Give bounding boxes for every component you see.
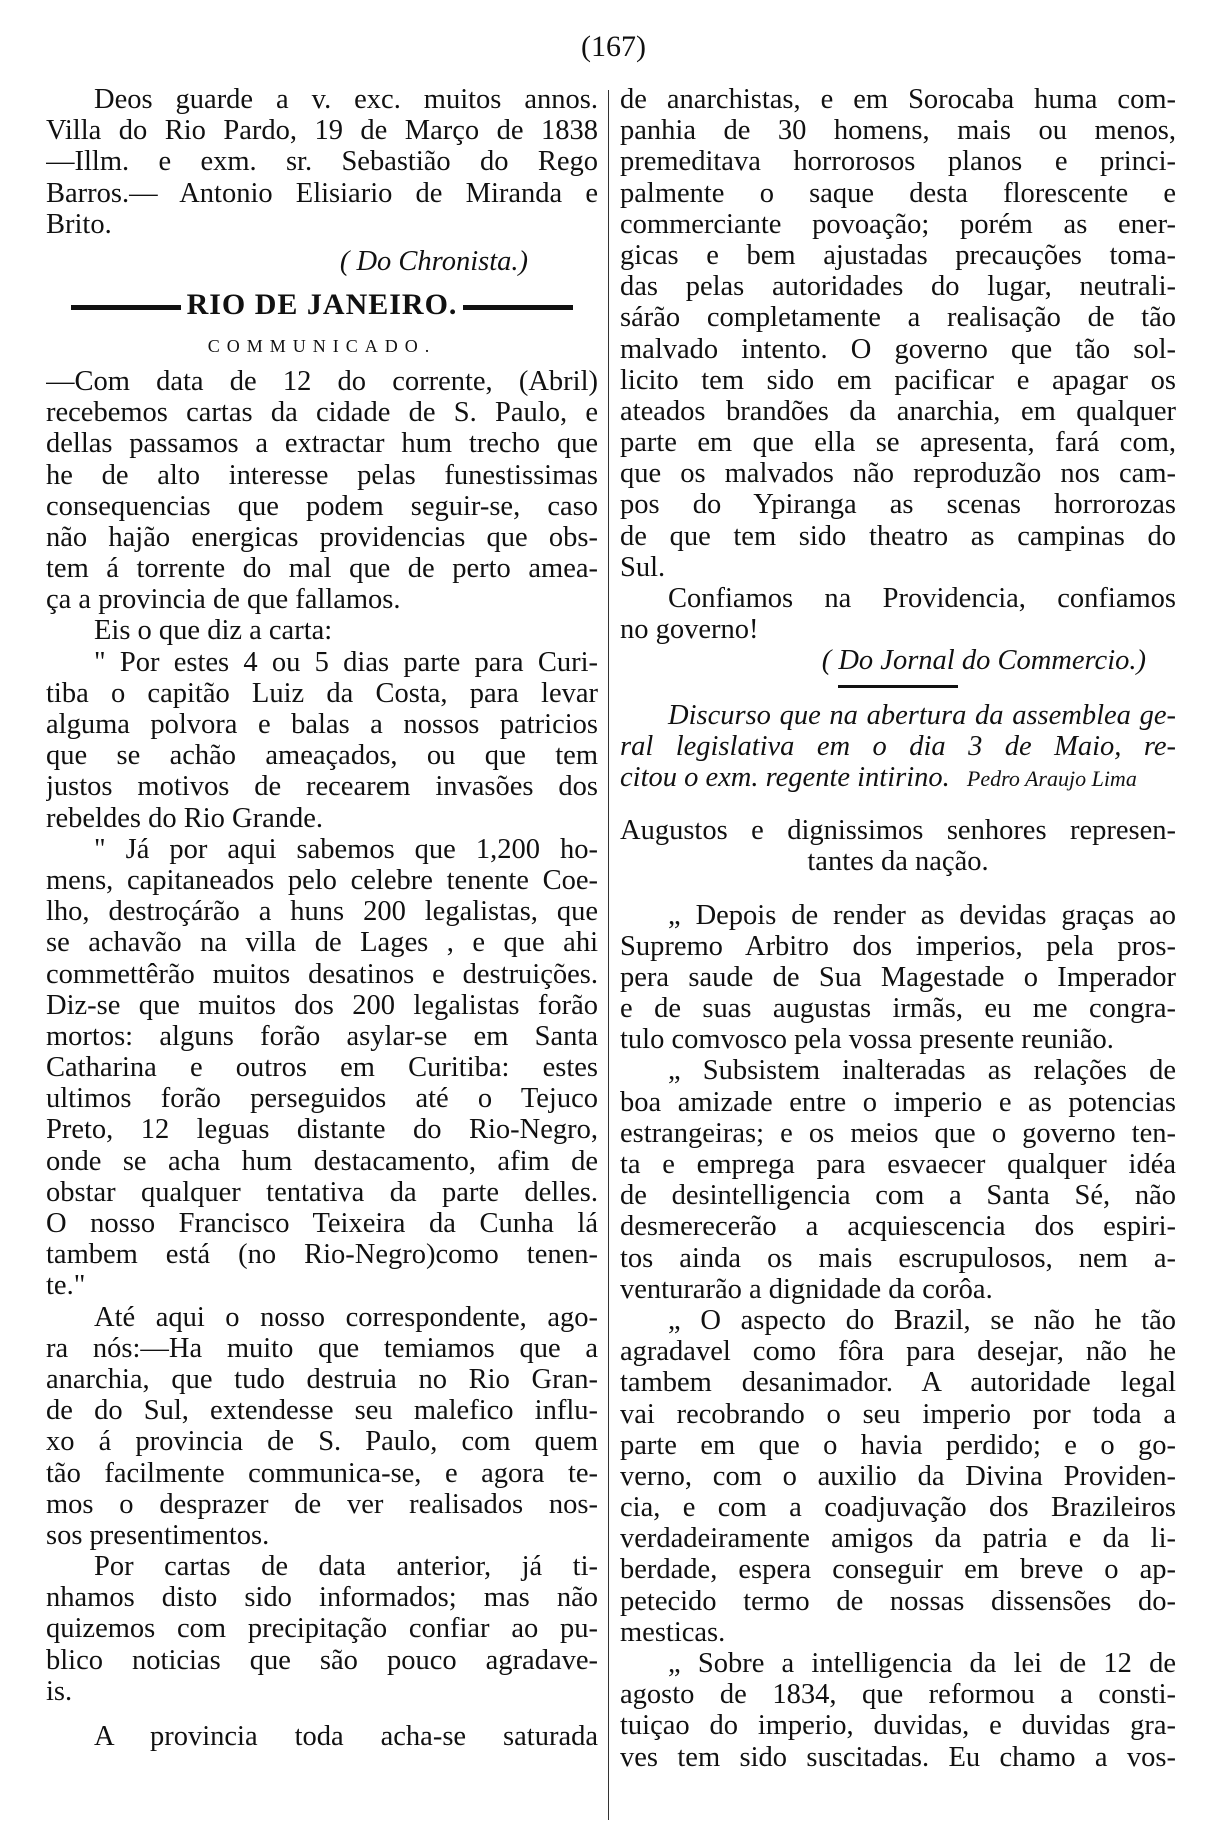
text-line: commerciante povoação; porém as ener-	[620, 208, 1176, 240]
title-text: citou o exm. regente intirino.	[620, 761, 950, 793]
text-line: palmente o saque desta florescente e	[620, 177, 1176, 209]
text-line: de desintelligencia com a Santa Sé, não	[620, 1180, 1176, 1212]
text-line: nhamos disto sido informados; mas não	[46, 1582, 598, 1614]
text-line: sárão completamente a realisação de tão	[620, 302, 1176, 334]
discurso-title	[620, 700, 1176, 794]
text-line: obstar qualquer tentativa da parte delles.	[46, 1176, 598, 1208]
letter-paragraph	[46, 834, 598, 1302]
source-jornal: ( Do Jornal do Commercio.)	[821, 645, 1146, 677]
text-line: alguma polvora e balas a nossos patricios	[46, 709, 598, 740]
speech-paragraph	[620, 900, 1176, 1056]
text-line: " Já por aqui sabemos que 1,200 ho-	[94, 833, 598, 865]
text-line: rebeldes do Rio Grande.	[46, 802, 323, 834]
text-line: não hajão energicas providencias que obs-	[46, 521, 598, 553]
text-line: de do Sul, extendesse seu malefico influ-	[46, 1395, 598, 1427]
text-line: vai recobrando o seu imperio por toda a	[620, 1398, 1176, 1430]
text-line: que os malvados não reproduzão nos cam-	[620, 458, 1176, 490]
text-line: tiba o capitão Luiz da Costa, para levar	[46, 677, 598, 709]
text-line: desmerecerão a acquiescencia dos espiri-	[620, 1211, 1176, 1243]
text-line: Catharina e outros em Curitiba: estes	[46, 1052, 598, 1084]
text-line: gicas e bem ajustadas precauções toma-	[620, 239, 1176, 271]
text-line: ateados brandões da anarchia, em qualquer	[620, 395, 1176, 427]
text-line: licito tem sido em pacificar e apagar os	[620, 364, 1176, 396]
text-line: Por cartas de data anterior, já ti-	[94, 1551, 598, 1583]
text-line: tantes da nação.	[807, 846, 989, 878]
text-line: agradavel como fôra para desejar, não he	[620, 1336, 1176, 1368]
section-heading	[46, 284, 598, 326]
text-line: tambem está (no Rio-Negro)como tenen-	[46, 1239, 598, 1271]
text-line	[620, 762, 1176, 793]
text-line: panhia de 30 homens, mais ou menos,	[620, 115, 1176, 147]
text-line: tão facilmente communica-se, e agora te-	[46, 1457, 598, 1489]
text-line: tem á torrente do mal que de perto amea-	[46, 553, 598, 585]
text-line: ultimos forão perseguidos até o Tejuco	[46, 1083, 598, 1115]
text-line: pos do Ypiranga as scenas horrorozas	[620, 489, 1176, 521]
text-line: xo á provincia de S. Paulo, com quem	[46, 1426, 598, 1458]
text-line: cia, e com a coadjuvação dos Brazileiros	[620, 1492, 1176, 1524]
text-line: ça a provincia de que fallamos.	[46, 584, 401, 616]
letter-paragraph	[46, 647, 598, 834]
heading-rule-left	[71, 305, 181, 310]
text-line: commettêrão muitos desatinos e destruições.	[46, 958, 598, 990]
signature-line: Deos guarde a v. exc. muitos annos.	[94, 84, 598, 115]
left-column	[46, 84, 598, 1752]
text-line: „ Sobre a intelligencia da lei de 12 de	[668, 1648, 1176, 1679]
text-line: agosto de 1834, que reformou a consti-	[620, 1679, 1176, 1711]
letter-intro: Eis o que diz a carta:	[94, 615, 333, 647]
text-line: petecido termo de nossas dissensões do-	[620, 1585, 1176, 1617]
text-line: lho, destroçárão a huns 200 legalistas, que	[46, 896, 598, 928]
speech-paragraph	[620, 1055, 1176, 1305]
text-line: quizemos com precipitação confiar ao pu-	[46, 1613, 598, 1645]
text-line: ral legislativa em o dia 3 de Maio, re-	[620, 730, 1176, 762]
text-line: O nosso Francisco Teixeira da Cunha lá	[46, 1208, 598, 1239]
signature-line: —Illm. e exm. sr. Sebastião do Rego	[46, 146, 598, 178]
section-heading-text: RIO DE JANEIRO.	[186, 287, 458, 321]
source-chronista: ( Do Chronista.)	[339, 245, 528, 277]
text-line: mens, capitaneados pelo celebre tenente Coe-	[46, 864, 598, 896]
text-line: verno, com o auxilio da Divina Providen-	[620, 1460, 1176, 1492]
text-line: dellas passamos a extractar hum trecho que	[46, 428, 598, 460]
text-line: se achavão na villa de Lages , e que ahi	[46, 927, 598, 959]
text-line: " Por estes 4 ou 5 dias parte para Curi-	[94, 646, 598, 678]
text-line: tulo comvosco pela vossa presente reunião.	[620, 1024, 1114, 1056]
paragraph	[46, 366, 598, 616]
text-line: he de alto interesse pelas funestissimas	[46, 459, 598, 491]
text-line: verdadeiramente amigos da patria e da li-	[620, 1523, 1176, 1555]
text-line: onde se acha hum destacamento, afim de	[46, 1145, 598, 1177]
text-line: berdade, espera conseguir em breve o ap-	[620, 1554, 1176, 1586]
text-line: parte em que ella se apresenta, fará com,	[620, 427, 1176, 459]
text-line: Diz-se que muitos dos 200 legalistas forão	[46, 989, 598, 1021]
text-line: premeditava horrorosos planos e princi-	[620, 146, 1176, 178]
text-line: blico noticias que são pouco agradave-	[46, 1644, 598, 1676]
paragraph	[46, 1551, 598, 1707]
text-line: venturarão a dignidade da corôa.	[620, 1273, 993, 1305]
paragraph	[46, 1302, 598, 1552]
text-line: ra nós:—Ha muito que temiamos que a	[46, 1332, 598, 1364]
handwritten-note: Pedro Araujo Lima	[966, 765, 1137, 791]
text-line: mesticas.	[620, 1616, 726, 1648]
paragraph	[620, 583, 1176, 645]
paragraph	[620, 84, 1176, 583]
section-rule	[838, 685, 958, 688]
speech-paragraph	[620, 1305, 1176, 1648]
signature-line: Barros.— Antonio Elisiario de Miranda e	[46, 177, 598, 209]
text-line: recebemos cartas da cidade de S. Paulo, e	[46, 397, 598, 429]
text-line: que se achão ameaçados, ou que tem	[46, 740, 598, 772]
text-line: e de suas augustas irmãs, eu me congra-	[620, 993, 1176, 1025]
text-line: Sul.	[620, 551, 666, 583]
page-number: (167)	[581, 30, 646, 63]
salutation	[620, 815, 1176, 877]
text-line: no governo!	[620, 614, 759, 646]
text-line: de que tem sido theatro as campinas do	[620, 520, 1176, 552]
text-line: „ O aspecto do Brazil, se não he tão	[668, 1304, 1176, 1336]
text-line: sos presentimentos.	[46, 1519, 270, 1551]
column-divider	[608, 90, 609, 1820]
text-line: „ Depois de render as devidas graças ao	[668, 899, 1176, 931]
signature-line: Villa do Rio Pardo, 19 de Março de 1838	[46, 115, 598, 147]
text-line: malvado intento. O governo que tão sol-	[620, 333, 1176, 365]
subheading: COMMUNICADO.	[207, 335, 437, 356]
text-line: mortos: alguns forão asylar-se em Santa	[46, 1020, 598, 1052]
text-line: ta e emprega para esvaecer qualquer idéa	[620, 1149, 1176, 1180]
speech-paragraph	[620, 1648, 1176, 1773]
text-line: A provincia toda acha-se saturada	[94, 1721, 598, 1752]
text-line: estrangeiras; e os meios que o governo ten-	[620, 1117, 1176, 1149]
text-line: de anarchistas, e em Sorocaba huma com-	[620, 84, 1176, 115]
text-line: justos motivos de recearem invasões dos	[46, 771, 598, 803]
text-line: tambem desanimador. A autoridade legal	[620, 1367, 1176, 1399]
text-line: Até aqui o nosso correspondente, ago-	[94, 1301, 598, 1333]
text-line: ves tem sido suscitadas. Eu chamo a vos-	[620, 1741, 1176, 1773]
signature-block	[46, 84, 598, 240]
text-line: te."	[46, 1270, 86, 1302]
text-line: tos ainda os mais escrupulosos, nem a-	[620, 1242, 1176, 1274]
text-line: Confiamos na Providencia, confiamos	[668, 583, 1176, 614]
text-line: is.	[46, 1675, 73, 1707]
text-line: boa amizade entre o imperio e as potencias	[620, 1086, 1176, 1118]
text-line: Preto, 12 leguas distante do Rio-Negro,	[46, 1114, 598, 1146]
text-line: das pelas autoridades do lugar, neutrali-	[620, 271, 1176, 303]
text-line: Discurso que na abertura da assemblea ge-	[668, 699, 1176, 731]
heading-rule-right	[463, 305, 573, 310]
text-line: tuiçao do imperio, duvidas, e duvidas gra-	[620, 1710, 1176, 1742]
text-line: —Com data de 12 do corrente, (Abril)	[46, 365, 598, 397]
text-line: consequencias que podem seguir-se, caso	[46, 490, 598, 522]
text-line: „ Subsistem inalteradas as relações de	[668, 1055, 1176, 1087]
right-column	[620, 84, 1176, 1773]
text-line: parte em que o havia perdido; e o go-	[620, 1429, 1176, 1461]
text-line: anarchia, que tudo destruia no Rio Gran-	[46, 1363, 598, 1395]
text-line: Supremo Arbitro dos imperios, pela pros-	[620, 930, 1176, 962]
text-line: Augustos e dignissimos senhores represen-	[620, 815, 1176, 847]
text-line: pera saude de Sua Magestade o Imperador	[620, 961, 1176, 993]
signature-line: Brito.	[46, 208, 112, 240]
text-line: mos o desprazer de ver realisados nos-	[46, 1488, 598, 1520]
